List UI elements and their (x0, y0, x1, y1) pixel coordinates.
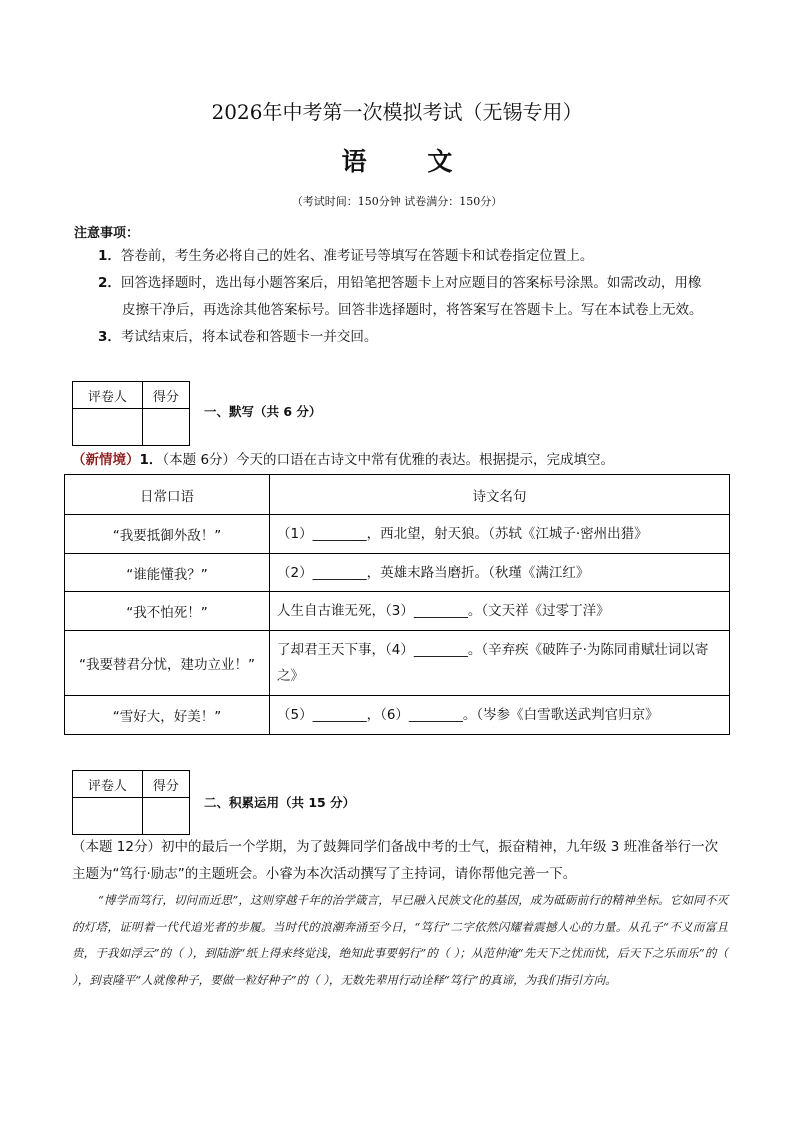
table-row (65, 696, 730, 735)
score-label: 得分 (142, 382, 189, 409)
colloquial-cell: “雪好大，好美！” (65, 696, 270, 735)
colloquial-cell: “我要替君分忧，建功立业！” (65, 631, 270, 696)
table-row (65, 554, 730, 592)
grader-cell[interactable] (73, 409, 143, 446)
score-cell[interactable] (142, 798, 189, 835)
question-2-intro: （本题 12分）初中的最后一个学期，为了鼓舞同学们备战中考的士气，振奋精神，九年级 3 班准备举行一次主题为“笃行·励志”的主题班会。小睿为本次活动撰写了主持词，请你帮他完善一下。 (72, 839, 719, 882)
note-number: 1． (98, 248, 121, 264)
note-text: 答卷前，考生务必将自己的姓名、准考证号等填写在答题卡和试卷指定位置上。 (120, 248, 594, 264)
colloquial-cell: “谁能懂我？” (65, 554, 270, 592)
notes-heading: 注意事项： (74, 226, 140, 241)
score-label: 得分 (142, 771, 189, 798)
table-row (65, 592, 730, 631)
grader-label: 评卷人 (73, 771, 143, 798)
grader-cell[interactable] (73, 798, 143, 835)
question-text: （本题 6分）今天的口语在古诗文中常有优雅的表达。根据提示，完成填空。 (162, 452, 615, 468)
grader-label: 评卷人 (73, 382, 143, 409)
poem-cell: （5）________，（6）________。（岑参《白雪歌送武判官归京》 (270, 696, 730, 735)
poem-cell: 人生自古谁无死，（3）________。（文天祥《过零丁洋》 (270, 592, 730, 631)
score-box-section-1 (72, 381, 190, 446)
table-row (65, 631, 730, 696)
section-2-title: 二、积累运用（共 15 分） (204, 795, 356, 810)
host-script-passage (72, 887, 728, 993)
score-box-section-2 (72, 770, 190, 835)
poem-cell: （2）________，英雄末路当磨折。（秋瑾《满江红》 (270, 554, 730, 592)
poem-fill-table (64, 474, 730, 735)
note-number: 2． (98, 275, 121, 291)
note-number: 3． (98, 329, 121, 345)
exam-title: 2026年中考第一次模拟考试（无锡专用） (211, 100, 583, 124)
question-number: 1． (139, 452, 163, 468)
subject-title: 语 文 (341, 147, 479, 176)
note-item-3 (98, 324, 728, 351)
table-row (65, 515, 730, 554)
new-context-tag: （新情境） (72, 452, 140, 468)
note-text-continued: 皮擦干净后，再选涂其他答案标号。回答非选择题时，将答案写在答题卡上。写在本试卷上无效。 (122, 302, 703, 318)
table-header-poem: 诗文名句 (270, 475, 730, 515)
note-item-1 (98, 243, 728, 270)
exam-info: （考试时间：150分钟 试卷满分：150分） (291, 195, 503, 208)
table-header-colloquial: 日常口语 (65, 475, 270, 515)
score-cell[interactable] (142, 409, 189, 446)
colloquial-cell: “我不怕死！” (65, 592, 270, 631)
section-1-title: 一、默写（共 6 分） (204, 404, 322, 419)
note-text: 考试结束后，将本试卷和答题卡一并交回。 (120, 329, 378, 345)
note-text: 回答选择题时，选出每小题答案后，用铅笔把答题卡上对应题目的答案标号涂黑。如需改动，用橡 (120, 275, 702, 291)
colloquial-cell: “我要抵御外敌！” (65, 515, 270, 554)
poem-cell: 了却君王天下事，（4）________。（辛弃疾《破阵子·为陈同甫赋壮词以寄之》 (270, 631, 730, 696)
poem-cell: （1）________，西北望，射天狼。（苏轼《江城子·密州出猎》 (270, 515, 730, 554)
question-1 (72, 448, 614, 468)
note-item-2 (98, 270, 728, 324)
passage-text: “博学而笃行，切问而近思”，这则穿越千年的治学箴言，早已融入民族文化的基因，成为砥砺前行的精神坐标。它如同不灭的灯塔，证明着一代代追光者的步履。当时代的浪潮奔涌至今日，“笃行”二字依然闪耀着震撼人心的力量。从孔子“不义而富且贵，于我如浮云”的（ ），到陆游“纸上得来终觉浅，绝知此事要躬行”的（ ）；从范仲淹“先天下之忧而忧，后天下之乐而乐”的（ ），到袁隆平“人就像种子，要做一粒好种子”的（ ），无数先辈用行动诠释“笃行”的真谛，为我们指引方向。 (72, 893, 728, 987)
